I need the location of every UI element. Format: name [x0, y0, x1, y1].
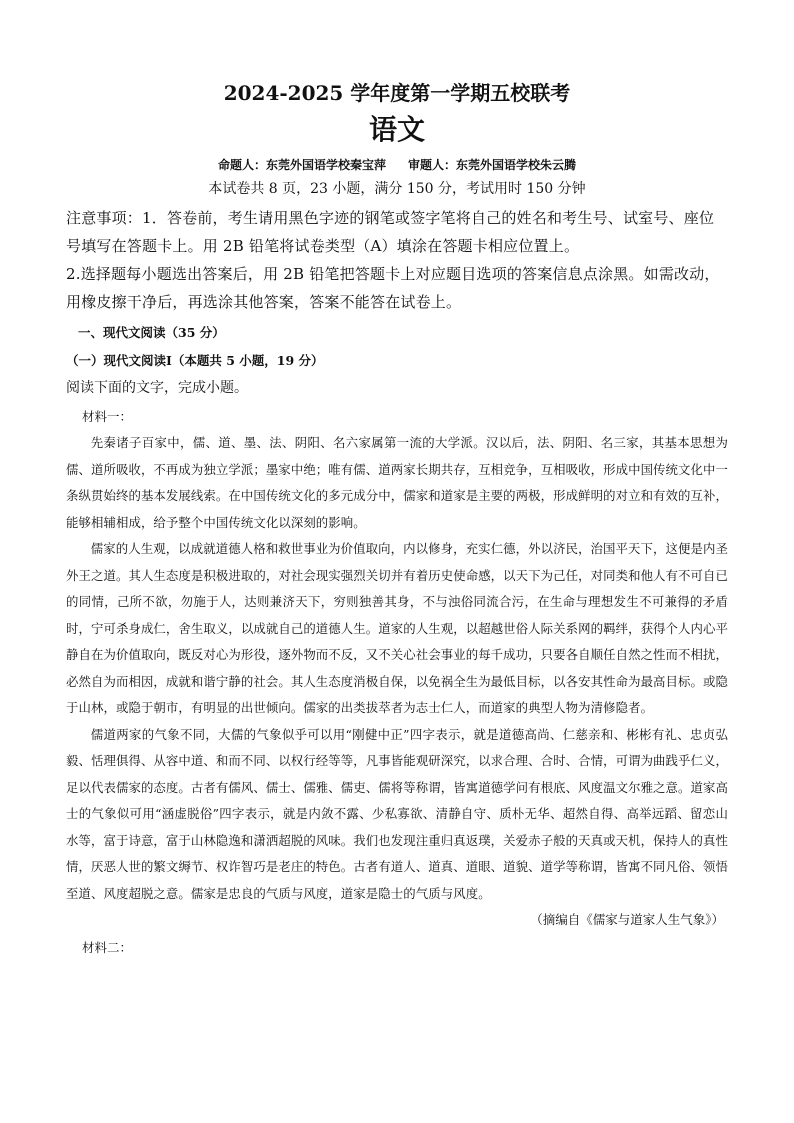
- material-1-label: 材料一：: [82, 409, 133, 424]
- material-paragraph-3: 儒道两家的气象不同，大儒的气象似乎可以用“刚健中正”四字表示，就是道德高尚、仁慈亲和、彬彬有礼、忠贞弘毅、恬理俱得、从容中道、和而不同、以权行经等等，凡事皆能观研深究，以求合理、合时、合情，可谓为曲践乎仁义，足以代表儒家的态度。古者有儒风、儒士、儒雅、儒吏、儒将等称谓，皆寓道德学问有根底、风度温文尔雅之意。道家高士的气象似可用“涵虚脱俗”四字表示，就是内敛不露、少私寡欲、清静自守、质朴无华、超然自得、高举远蹈、留恋山水等，富于诗意，富于山林隐逸和潇洒超脱的风味。我们也发现注重归真返璞，关爱赤子般的天真或天机，保持人的真性情，厌恶人世的繁文缛节、权诈智巧是老庄的特色。古者有道人、道真、道眼、道貌、道学等称谓，皆寓不同凡俗、领悟至道、风度超脱之意。儒家是忠良的气质与风度，道家是隐士的气质与风度。: [66, 726, 729, 901]
- section-title: 一、现代文阅读（35 分）: [78, 325, 225, 340]
- reading-instruction: 阅读下面的文字，完成小题。: [66, 380, 248, 396]
- authors-line: [66, 156, 728, 174]
- subject-title: 语文: [368, 113, 425, 146]
- material-paragraph-1: 先秦诸子百家中，儒、道、墨、法、阴阳、名六家属第一流的大学派。汉以后，法、阴阳、名三家，其基本思想为儒、道所吸收，不再成为独立学派；墨家中绝；唯有儒、道两家长期共存，互相竞争，互相吸收，形成中国传统文化中一条纵贯始终的基本发展线索。在中国传统文化的多元成分中，儒家和道家是主要的两极，形成鲜明的对立和有效的互补，能够相辅相成，给予整个中国传统文化以深刻的影响。: [66, 435, 729, 530]
- material-paragraph-2: 儒家的人生观，以成就道德人格和救世事业为价值取向，内以修身，充实仁德，外以济民，治国平天下，这便是内圣外王之道。其人生态度是积极进取的，对社会现实强烈关切并有着历史使命感，以天下为己任，对同类和他人有不可自已的同情，己所不欲，勿施于人，达则兼济天下，穷则独善其身，不与浊俗同流合污，在生命与理想发生不可兼得的矛盾时，宁可杀身成仁，舍生取义，以成就自己的道德人生。道家的人生观，以超越世俗人际关系网的羁绊，获得个人内心平静自在为价值取向，既反对心为形役，逐外物而不反，又不关心社会事业的每千成功，只要各自顺任自然之性而不相扰，必然自为而相因，成就和谐宁静的社会。其人生态度消极自保，以免祸全生为最低目标，以各安其性命为最高目标。或隐于山林，或隐于朝市，有明显的出世倾向。儒家的出类拔萃者为志士仁人，而道家的典型人物为清修隐者。: [66, 541, 729, 715]
- exam-info: 本试卷共 8 页，23 小题，满分 150 分，考试用时 150 分钟: [208, 181, 586, 197]
- notice-item-2: 2.选择题每小题选出答案后，用 2B 铅笔把答题卡上对应题目选项的答案信息点涂黑。如需改动，用橡皮擦干净后，再选涂其他答案，答案不能答在试卷上。: [66, 265, 720, 311]
- material-2-label: 材料二：: [82, 940, 133, 955]
- author-name: 命题人：东莞外国语学校秦宝萍: [217, 158, 386, 172]
- subsection-title: （一）现代文阅读Ⅰ（本题共 5 小题，19 分）: [66, 353, 324, 368]
- reviewer-name: 审题人：东莞外国语学校朱云腾: [408, 158, 577, 172]
- notice-item-1: 注意事项：1．答卷前，考生请用黑色字迹的钢笔或签字笔将自己的姓名和考生号、试室号、座位号填写在答题卡上。用 2B 铅笔将试卷类型（A）填涂在答题卡相应位置上。: [66, 209, 715, 255]
- exam-title: 2024-2025 学年度第一学期五校联考: [223, 81, 571, 105]
- source-citation: （摘编自《儒家与道家人生气象》）: [530, 912, 724, 927]
